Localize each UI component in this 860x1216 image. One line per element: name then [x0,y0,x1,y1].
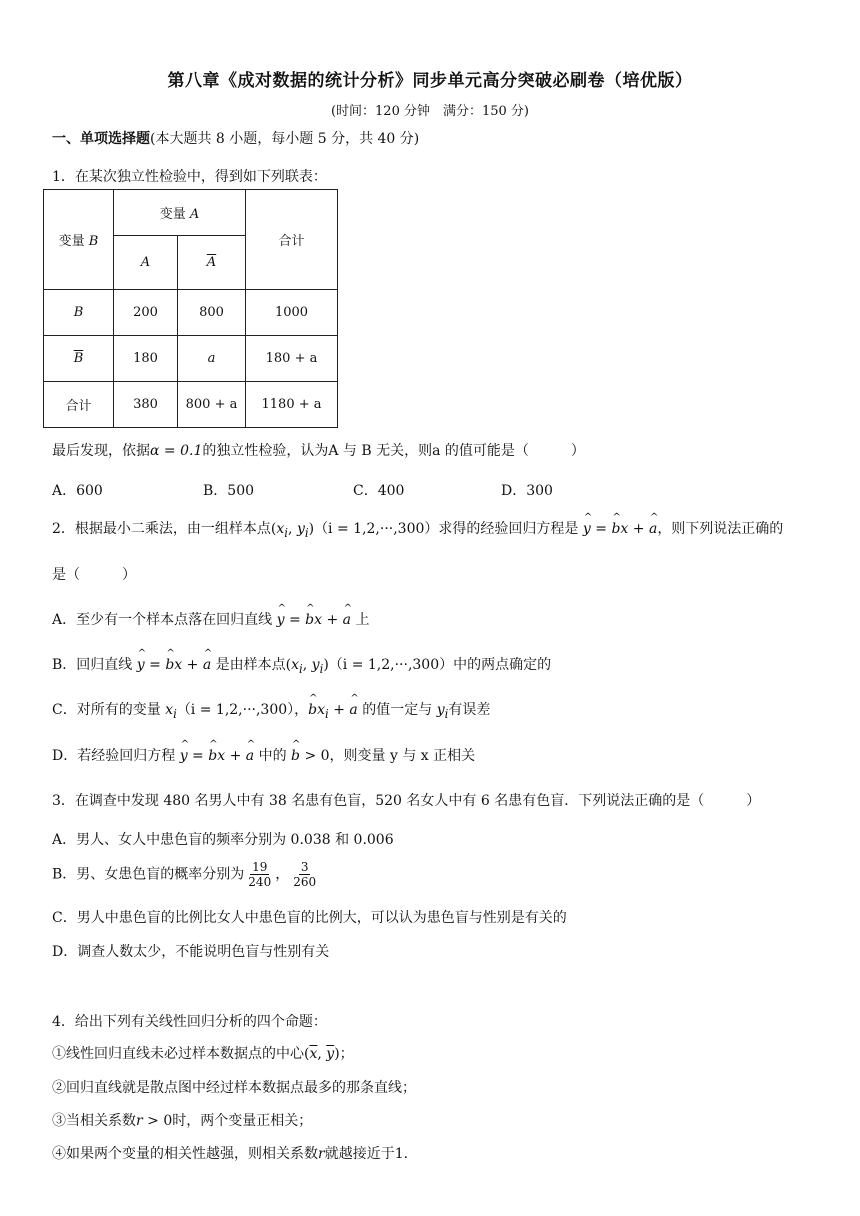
q4-stem: 4．给出下列有关线性回归分析的四个命题： [52,1014,327,1030]
q1-option-d[interactable]: D．300 [501,483,553,499]
q3-option-a[interactable]: A．男人、女人中患色盲的频率分别为 0.038 和 0.006 [52,832,394,848]
q2-stem-cont: 是（ ） [52,567,136,583]
q2-option-d[interactable]: D．若经验回归方程 ^ y = ^ bx + ^ a 中的 ^ b > 0，则变量 y 与 x 正相关 [52,745,475,765]
page-title: 第八章《成对数据的统计分析》同步单元高分突破必刷卷（培优版） [167,71,693,91]
q4-proposition-4: ④如果两个变量的相关性越强，则相关系数r就越接近于1. [52,1146,409,1162]
table-row-total: 合计 [44,382,114,428]
table-cell: 1180 + a [246,382,338,428]
table-cell: 1000 [246,290,338,336]
q4-proposition-3: ③当相关系数r > 0时，两个变量正相关； [52,1113,313,1129]
fraction-3-260: $\frac{3}{260}$ [293,860,317,889]
section-name: 一、单项选择题 [52,131,150,147]
q4-proposition-2: ②回归直线就是散点图中经过样本数据点最多的那条直线； [52,1080,416,1096]
q1-option-c[interactable]: C．400 [353,483,405,499]
contingency-table [43,189,338,428]
q4-proposition-1: ①线性回归直线未必过样本数据点的中心($\overline{x}$, $\overline{y}$)； [52,1046,354,1062]
table-row-b: B [44,290,114,336]
table-cell: 800 + a [178,382,246,428]
table-row-header: 变量 B [44,190,114,290]
fraction-19-240: $\frac{19}{240}$ [248,860,272,889]
table-cell: 180 + a [246,336,338,382]
table-total-header: 合计 [246,190,338,290]
table-cell: 800 [178,290,246,336]
table-row-bbar: $\overline{B}$ [44,336,114,382]
table-cell: 380 [114,382,178,428]
q3-option-c[interactable]: C．男人中患色盲的比例比女人中患色盲的比例大，可以认为患色盲与性别是有关的 [52,910,567,926]
q3-stem: 3．在调查中发现 480 名男人中有 38 名患有色盲，520 名女人中有 6 名患有色盲．下列说法正确的是（ ） [52,793,761,809]
q2-stem: 2．根据最小二乘法，由一组样本点($x_i$, $y_i)(i = 1,2,\cdot\cdot\cdot,300)$求得的经验回归方程是 ^ y = ^ bx + ^ a，则下列说法正确的 [52,518,783,540]
q1-tail: 最后发现，依据α = 0.1的独立性检验，认为A 与 B 无关，则a 的值可能是（ ） [52,443,585,459]
table-col-group: 变量 A [114,190,246,236]
table-cell: 200 [114,290,178,336]
table-col-a: A [114,236,178,290]
q3-option-d[interactable]: D．调查人数太少，不能说明色盲与性别有关 [52,944,330,960]
section-desc: (本大题共 8 小题，每小题 5 分，共 40 分) [150,131,420,147]
q1-stem: 1．在某次独立性检验中，得到如下列联表： [52,169,327,185]
q3-option-b[interactable]: B．男、女患色盲的概率分别为 $\frac{19}{240}$ ， $\frac{3}{260}$ [52,860,317,889]
q2-option-a[interactable]: A．至少有一个样本点落在回归直线 ^ y = ^ bx + ^ a 上 [52,609,369,629]
q1-option-a[interactable]: A．600 [52,483,103,499]
table-col-abar: $\overline{A}$ [178,236,246,290]
q2-option-b[interactable]: B．回归直线 ^ y = ^ bx + ^ a 是由样本点($x_i$, $y_i)(i = 1,2,\cdot\cdot\cdot,300)$中的两点确定的 [52,654,551,676]
table-cell: a [178,336,246,382]
exam-info: (时间：120 分钟 满分：150 分) [330,104,530,119]
section-heading [52,128,419,148]
q2-option-c[interactable]: C．对所有的变量 $x_i(i = 1,2,\cdot\cdot\cdot,300)$，^ $bx_i$ + ^ a 的值一定与 $y_i$有误差 [52,699,490,721]
table-cell: 180 [114,336,178,382]
q1-option-b[interactable]: B．500 [203,483,255,499]
